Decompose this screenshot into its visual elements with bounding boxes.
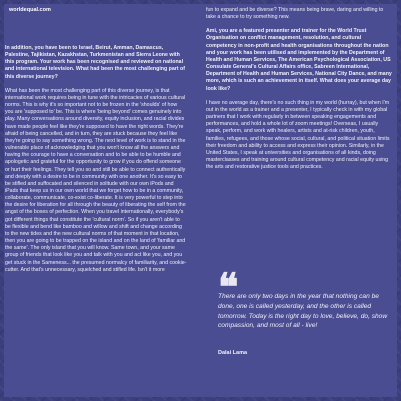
pull-quote: There are only two days in the year that nothing can be done, one is called yesterday, and the other is called tomorrow. Today is the right day to love, believe, do, show compassion, and most of all - live! (218, 293, 388, 330)
interview-answer: What has been the most challenging part of this diverse journey, is that international work requires being in tune with the intricacies of various cultural norms. This is why it's so important not to be frozen in the 'shoulds' of how you are 'supposed to' be. This is where 'being beyond' comes genuinely into play. Many conversations around diversity, equity inclusion, and racial divides have made people feel like they're supposed to have the right words. They're afraid of being cancelled, and in turn, they are stuck because they feel like they're going to say something wrong. The next level of work is to stand in the vulnerable place of acknowledging that you won't know all the answers and having the courage to have a conversation and to be able to be humble and apologetic and grateful for the opportunity to grow if you do offend someone or hurt their feelings. They tell you so and still be able to connect authentically and deeply with a desire to be in community with one another. It's so easy to be stifled and suffocated and silenced in solitude with our own iPods and iPads that keep us in our own world that we forget how to be in a community, collaborate, communicate, co-exist co-liberate. It is very powerful to step into the desire for liberation for all through the beauty of liberating the self from the angst of the boxes of perfection. When you travel internationally, everybody's got different things that constitute the 'cultural norm'. So if you aren't able to be flexible and bend like bamboo and willow and shift and change according to the new tides and the new cultural norms of that moment in that location, then you are going to be trapped on the island and on the land of 'familiar and the same'. The only island that you will know. Same town, and your same group of friends that look like you and talk with you and act like you, and you get stuck in the Sameness... the presumed normalcy of familiarity, and cookie-cutter. And that's unnecessary, squelched and stifled life. Isn't it more (5, 87, 187, 273)
site-url: worldequal.com (9, 7, 51, 13)
interview-answer: I have no average day, there's no such thing in my world (hurray), but when I'm out in the world as a trainer and a presenter, I typically check in with my global partners that I work with regularly in between speaking engagements and performances, and hold a whole lot of zoom meetings! Overseas, I usually speak, perform, and work with healers, artists and at-risk children, youth, families, refugees, and those whose social, cultural, and political situation limits their freedom and ability to access and express their opinion. Similarly, in the United States, I speak at universities and organisations of all kinds, doing masterclasses and training around cultural competency and racial equity using the arts and restorative justice tools and practices. (206, 99, 390, 171)
right-column (206, 7, 392, 178)
left-column (5, 45, 187, 281)
interview-question: In addition, you have been to Israel, Beirut, Amman, Damascus, Palestine, Tajikistan, Kazakhstan, Turkmenistan and Sierra Leone with this program. Your work has been recognised and reviewed on national and international television. What had been the most challenging part of this diverse journey? (5, 45, 185, 80)
answer-continuation: fun to expand and be diverse? This means being brave, daring and willing to take a chance to try something new. (206, 7, 384, 21)
interview-question: Ami, you are a featured presenter and trainer for the World Trust Organisation on conflict management, resolution, and cultural competency in non-profit and health organisations throughout the nation and your work has been utilised and implemented by the Department of Health and Human Services, The American Psychological Association, US Consulate General's Cultural Affairs office, Sabreen International, Department of Health and Human Services, National City Dance, and many more, which is such an achievement in itself. What does your average day look like? (206, 28, 392, 92)
quote-author: Dalai Lama (218, 350, 248, 356)
article-page (4, 4, 397, 397)
quote-mark-icon: ❝ (218, 264, 239, 309)
